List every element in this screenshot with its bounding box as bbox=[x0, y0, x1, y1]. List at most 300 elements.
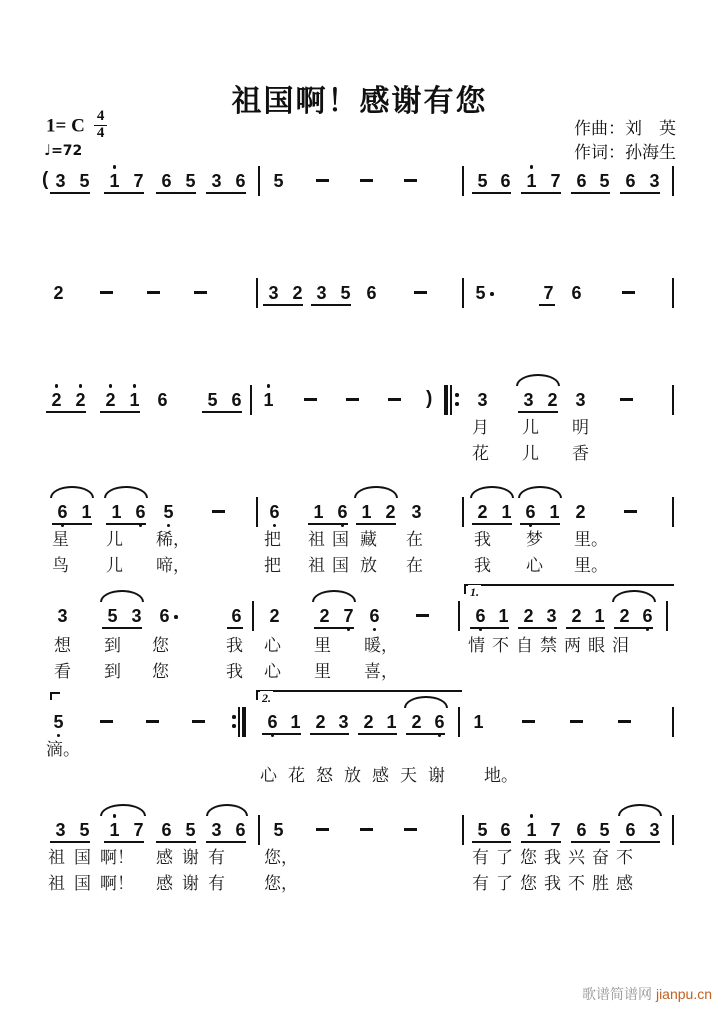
lyric-char: 我 bbox=[226, 636, 243, 655]
slur-arc bbox=[50, 486, 94, 498]
slur-arc bbox=[100, 590, 144, 602]
eighth-underline bbox=[518, 627, 557, 629]
lyric-char: 怒 bbox=[316, 766, 333, 785]
quarter-note-icon: ♩ bbox=[44, 141, 52, 159]
note: 1 bbox=[361, 502, 372, 522]
duration-dash bbox=[570, 720, 583, 723]
tempo-marking bbox=[44, 141, 82, 159]
note: 2 bbox=[315, 712, 326, 732]
eighth-underline bbox=[472, 192, 511, 194]
lyric-char: 地。 bbox=[484, 766, 518, 785]
lyric-char: 国 bbox=[332, 530, 349, 549]
eighth-underline bbox=[539, 304, 555, 306]
eighth-underline bbox=[571, 192, 610, 194]
lyric-char: 看 bbox=[54, 662, 71, 681]
note: 2 bbox=[523, 606, 534, 626]
lyric-char: 我 bbox=[474, 556, 491, 575]
note: 6 bbox=[336, 502, 349, 520]
eighth-underline bbox=[263, 304, 303, 306]
volta-number: 1. bbox=[470, 585, 479, 599]
barline bbox=[462, 497, 464, 527]
note: 1 bbox=[108, 171, 121, 189]
barline bbox=[672, 166, 674, 196]
eighth-underline bbox=[614, 627, 653, 629]
duration-dash bbox=[360, 828, 373, 831]
key-name: = C bbox=[55, 115, 85, 137]
note: 1 bbox=[501, 502, 512, 522]
lyric-char: 明 bbox=[572, 418, 589, 437]
octave-dot bbox=[109, 384, 113, 388]
note: 6 bbox=[161, 171, 172, 191]
eighth-underline bbox=[156, 841, 196, 843]
note: 3 bbox=[649, 171, 660, 191]
lyric-char: 两 bbox=[564, 636, 581, 655]
slur-arc bbox=[518, 486, 562, 498]
duration-dash bbox=[304, 398, 317, 401]
augmentation-dot bbox=[490, 292, 494, 296]
note: 7 bbox=[133, 820, 144, 840]
lyric-char: 花 bbox=[472, 444, 489, 463]
note: 2 bbox=[53, 283, 64, 303]
lyric-char: 兴 bbox=[568, 848, 585, 867]
eighth-underline bbox=[227, 627, 243, 629]
eighth-underline bbox=[358, 733, 397, 735]
note: 5 bbox=[475, 283, 486, 303]
lyric-char: 梦 bbox=[526, 530, 543, 549]
duration-dash bbox=[212, 510, 225, 513]
note: 2 bbox=[547, 390, 558, 410]
note: 2 bbox=[50, 390, 63, 408]
note: 5 bbox=[477, 820, 488, 840]
note: 6 bbox=[235, 171, 246, 191]
note: 1 bbox=[128, 390, 141, 408]
lyric-char: 月 bbox=[472, 418, 489, 437]
note: 2 bbox=[269, 606, 280, 626]
augmentation-dot bbox=[174, 615, 178, 619]
duration-dash bbox=[622, 291, 635, 294]
barline bbox=[250, 385, 252, 415]
lyric-char: 把 bbox=[264, 556, 281, 575]
duration-dash bbox=[618, 720, 631, 723]
note: 5 bbox=[107, 606, 118, 626]
octave-dot bbox=[133, 384, 137, 388]
note: 5 bbox=[477, 171, 488, 191]
note: 2 bbox=[319, 606, 330, 626]
lyric-char: 心 bbox=[264, 662, 281, 681]
slur-arc bbox=[206, 804, 248, 816]
note: 2 bbox=[575, 502, 586, 522]
lyric-char: 儿 bbox=[106, 556, 123, 575]
lyric-char: 感 bbox=[156, 874, 173, 893]
note: 2 bbox=[363, 712, 374, 732]
octave-dot bbox=[55, 384, 59, 388]
note: 6 bbox=[231, 390, 242, 410]
lyric-char: 暖， bbox=[364, 636, 398, 655]
octave-dot bbox=[267, 384, 271, 388]
lyric-char: 想 bbox=[54, 636, 71, 655]
lyric-char: 您 bbox=[520, 874, 537, 893]
barline bbox=[256, 278, 258, 308]
note: 2 bbox=[292, 283, 303, 303]
note: 5 bbox=[185, 171, 196, 191]
lyric-char: 花 bbox=[288, 766, 305, 785]
eighth-underline bbox=[566, 627, 605, 629]
duration-dash bbox=[404, 828, 417, 831]
lyric-char: 您， bbox=[264, 874, 298, 893]
note: 1 bbox=[262, 390, 275, 408]
barline bbox=[672, 707, 674, 737]
lyric-char: 藏 bbox=[360, 530, 377, 549]
note: 2 bbox=[477, 502, 488, 522]
note: 6 bbox=[159, 606, 170, 626]
note: 3 bbox=[211, 820, 222, 840]
note: 2 bbox=[571, 606, 582, 626]
duration-dash bbox=[360, 179, 373, 182]
note: 3 bbox=[338, 712, 349, 732]
duration-dash bbox=[192, 720, 205, 723]
note: 5 bbox=[162, 502, 175, 520]
lyric-char: 里。 bbox=[574, 530, 608, 549]
slur-arc bbox=[354, 486, 398, 498]
lyric-char: 祖 bbox=[308, 530, 325, 549]
lyric-char: 祖 bbox=[48, 874, 65, 893]
barline bbox=[258, 166, 260, 196]
lyric-char: 有 bbox=[472, 874, 489, 893]
song-title: 祖国啊！感谢有您 bbox=[231, 85, 488, 118]
duration-dash bbox=[624, 510, 637, 513]
note: 6 bbox=[368, 606, 381, 624]
note: 5 bbox=[273, 171, 284, 191]
eighth-underline bbox=[308, 523, 348, 525]
eighth-underline bbox=[521, 841, 561, 843]
eighth-underline bbox=[262, 733, 301, 735]
lyric-char: 放 bbox=[344, 766, 361, 785]
lyric-char: 我 bbox=[544, 848, 561, 867]
repeat-dot bbox=[232, 715, 236, 719]
lyric-char: 情 bbox=[468, 636, 485, 655]
eighth-underline bbox=[314, 627, 354, 629]
lyric-char: 感 bbox=[372, 766, 389, 785]
lyric-char: 我 bbox=[544, 874, 561, 893]
eighth-underline bbox=[104, 841, 144, 843]
note: 6 bbox=[571, 283, 582, 303]
lyric-char: 放 bbox=[360, 556, 377, 575]
eighth-underline bbox=[520, 523, 560, 525]
note: 3 bbox=[55, 171, 66, 191]
duration-dash bbox=[416, 614, 429, 617]
lyric-char: 稀， bbox=[156, 530, 190, 549]
lyric-char: 在 bbox=[406, 530, 423, 549]
duration-dash bbox=[146, 720, 159, 723]
lyric-char: 滴。 bbox=[46, 740, 80, 759]
note: 6 bbox=[366, 283, 377, 303]
note: 6 bbox=[576, 171, 587, 191]
lyric-char: 感 bbox=[616, 874, 633, 893]
note: 1 bbox=[313, 502, 324, 522]
note: 3 bbox=[55, 820, 66, 840]
note: 5 bbox=[79, 820, 90, 840]
time-signature bbox=[94, 109, 108, 142]
lyric-char: 心 bbox=[526, 556, 543, 575]
volta-end-tick bbox=[50, 692, 60, 700]
note: 2 bbox=[411, 712, 422, 732]
lyric-char: 国 bbox=[332, 556, 349, 575]
eighth-underline bbox=[518, 411, 558, 413]
lyric-char: 有 bbox=[208, 848, 225, 867]
lyric-char: 国 bbox=[74, 848, 91, 867]
note: 6 bbox=[500, 171, 511, 191]
lyric-char: 谢 bbox=[428, 766, 445, 785]
note: 6 bbox=[474, 606, 487, 624]
lyric-char: 祖 bbox=[48, 848, 65, 867]
duration-dash bbox=[100, 291, 113, 294]
lyric-char: 儿 bbox=[106, 530, 123, 549]
slur-arc bbox=[516, 374, 560, 386]
octave-dot bbox=[167, 524, 171, 528]
note: 6 bbox=[641, 606, 654, 624]
lyric-char: 在 bbox=[406, 556, 423, 575]
eighth-underline bbox=[310, 733, 349, 735]
note: 5 bbox=[340, 283, 351, 303]
lyric-char: 我 bbox=[226, 662, 243, 681]
lyric-char: 奋 bbox=[592, 848, 609, 867]
lyric-char: 把 bbox=[264, 530, 281, 549]
key-signature bbox=[46, 108, 107, 142]
note: 6 bbox=[134, 502, 147, 520]
barline bbox=[462, 278, 464, 308]
note: 5 bbox=[52, 712, 65, 730]
note: 1 bbox=[386, 712, 397, 732]
tempo-value: =72 bbox=[51, 143, 83, 159]
barline bbox=[672, 497, 674, 527]
note: 3 bbox=[411, 502, 422, 522]
lyric-char: 眼 bbox=[588, 636, 605, 655]
note: 5 bbox=[207, 390, 218, 410]
barline bbox=[462, 815, 464, 845]
octave-dot bbox=[113, 165, 117, 169]
eighth-underline bbox=[202, 411, 242, 413]
lyric-char: 啊！ bbox=[100, 848, 134, 867]
lyric-char: 了 bbox=[496, 848, 513, 867]
note: 1 bbox=[498, 606, 509, 626]
octave-dot bbox=[530, 165, 534, 169]
eighth-underline bbox=[156, 192, 196, 194]
note: 3 bbox=[57, 606, 68, 626]
barline bbox=[666, 601, 668, 631]
eighth-underline bbox=[406, 733, 445, 735]
lyric-char: 国 bbox=[74, 874, 91, 893]
watermark-site-name: 歌谱简谱网 bbox=[581, 988, 652, 1003]
note: 2 bbox=[74, 390, 87, 408]
slur-arc bbox=[618, 804, 662, 816]
note: 2 bbox=[385, 502, 396, 522]
lyric-char: 胜 bbox=[592, 874, 609, 893]
octave-dot bbox=[57, 734, 61, 738]
duration-dash bbox=[100, 720, 113, 723]
note: 3 bbox=[649, 820, 660, 840]
lyric-char: 您 bbox=[520, 848, 537, 867]
slur-arc bbox=[312, 590, 356, 602]
lyricist-credit: 作词：孙海生 bbox=[574, 143, 676, 162]
eighth-underline bbox=[356, 523, 396, 525]
note: 1 bbox=[594, 606, 605, 626]
note: 1 bbox=[108, 820, 121, 838]
note: 3 bbox=[477, 390, 488, 410]
duration-dash bbox=[388, 398, 401, 401]
duration-dash bbox=[414, 291, 427, 294]
note: 7 bbox=[342, 606, 355, 624]
note: 5 bbox=[79, 171, 90, 191]
slur-arc bbox=[104, 486, 148, 498]
eighth-underline bbox=[206, 192, 246, 194]
eighth-underline bbox=[50, 192, 90, 194]
note: 3 bbox=[575, 390, 586, 410]
note: 7 bbox=[550, 820, 561, 840]
barline bbox=[258, 815, 260, 845]
composer-credit: 作曲：刘 英 bbox=[574, 119, 676, 138]
note: 5 bbox=[185, 820, 196, 840]
repeat-dot bbox=[232, 724, 236, 728]
duration-dash bbox=[147, 291, 160, 294]
eighth-underline bbox=[46, 411, 86, 413]
barline bbox=[458, 707, 460, 737]
note: 6 bbox=[625, 820, 636, 840]
note: 3 bbox=[268, 283, 279, 303]
note: 6 bbox=[266, 712, 279, 730]
note: 1 bbox=[549, 502, 560, 522]
lyric-char: 禁 bbox=[540, 636, 557, 655]
octave-dot bbox=[79, 384, 83, 388]
eighth-underline bbox=[470, 627, 509, 629]
note: 2 bbox=[104, 390, 117, 408]
eighth-underline bbox=[104, 192, 144, 194]
watermark-url: jianpu.cn bbox=[655, 986, 712, 1002]
lyric-char: 谢 bbox=[182, 848, 199, 867]
lyric-char: 自 bbox=[516, 636, 533, 655]
note: 1 bbox=[525, 171, 538, 189]
lyric-char: 感 bbox=[156, 848, 173, 867]
eighth-underline bbox=[571, 841, 610, 843]
lyric-char: 不 bbox=[492, 636, 509, 655]
lyric-char: 喜， bbox=[364, 662, 398, 681]
eighth-underline bbox=[50, 841, 90, 843]
lyric-char: 有 bbox=[208, 874, 225, 893]
note: 1 bbox=[290, 712, 301, 732]
lyric-char: 不 bbox=[616, 848, 633, 867]
note: 3 bbox=[316, 283, 327, 303]
eighth-underline bbox=[620, 192, 660, 194]
eighth-underline bbox=[106, 523, 146, 525]
note: 3 bbox=[523, 390, 534, 410]
lyric-char: 啊！ bbox=[100, 874, 134, 893]
slur-arc bbox=[100, 804, 146, 816]
lyric-char: 谢 bbox=[182, 874, 199, 893]
volta-number: 2. bbox=[262, 691, 271, 705]
octave-dot bbox=[530, 814, 534, 818]
repeat-dot bbox=[455, 393, 459, 397]
lyric-char: 有 bbox=[472, 848, 489, 867]
eighth-underline bbox=[311, 304, 351, 306]
lyric-char: 泪 bbox=[612, 636, 629, 655]
note: 2 bbox=[619, 606, 630, 626]
note: 3 bbox=[211, 171, 222, 191]
lyric-char: 您， bbox=[264, 848, 298, 867]
note: 6 bbox=[268, 502, 281, 520]
repeat-begin-sign bbox=[444, 385, 460, 415]
barline bbox=[672, 385, 674, 415]
lyric-char: 里 bbox=[314, 636, 331, 655]
note: 1 bbox=[81, 502, 92, 522]
lyric-char: 到 bbox=[104, 636, 121, 655]
lyric-char: 心 bbox=[264, 636, 281, 655]
barline bbox=[458, 601, 460, 631]
lyric-char: 儿 bbox=[522, 418, 539, 437]
note: 6 bbox=[500, 820, 511, 840]
note: 1 bbox=[473, 712, 484, 732]
note: 5 bbox=[273, 820, 284, 840]
barline bbox=[672, 278, 674, 308]
watermark bbox=[582, 984, 712, 1004]
repeat-end-sign bbox=[232, 707, 248, 737]
lyric-char: 里 bbox=[314, 662, 331, 681]
duration-dash bbox=[316, 828, 329, 831]
close-paren: ) bbox=[426, 388, 433, 409]
lyric-char: 不 bbox=[568, 874, 585, 893]
key-tonic: 1 bbox=[46, 115, 56, 137]
eighth-underline bbox=[620, 841, 660, 843]
octave-dot bbox=[273, 524, 277, 528]
duration-dash bbox=[620, 398, 633, 401]
note: 6 bbox=[56, 502, 69, 520]
duration-dash bbox=[316, 179, 329, 182]
lyric-char: 祖 bbox=[308, 556, 325, 575]
barline bbox=[462, 166, 464, 196]
barline bbox=[252, 601, 254, 631]
note: 7 bbox=[133, 171, 144, 191]
open-paren: ( bbox=[42, 169, 49, 190]
lyric-char: 啼， bbox=[156, 556, 190, 575]
duration-dash bbox=[522, 720, 535, 723]
octave-dot bbox=[373, 628, 377, 632]
duration-dash bbox=[194, 291, 207, 294]
note: 6 bbox=[161, 820, 172, 840]
note: 6 bbox=[433, 712, 446, 730]
note: 7 bbox=[543, 283, 554, 303]
note: 1 bbox=[525, 820, 538, 838]
lyric-char: 心 bbox=[260, 766, 277, 785]
note: 3 bbox=[131, 606, 142, 626]
lyric-char: 您 bbox=[152, 662, 169, 681]
eighth-underline bbox=[206, 841, 246, 843]
duration-dash bbox=[346, 398, 359, 401]
eighth-underline bbox=[102, 627, 142, 629]
note: 6 bbox=[231, 606, 242, 626]
barline bbox=[256, 497, 258, 527]
lyric-char: 儿 bbox=[522, 444, 539, 463]
note: 5 bbox=[599, 820, 610, 840]
barline bbox=[672, 815, 674, 845]
eighth-underline bbox=[472, 523, 512, 525]
note: 6 bbox=[524, 502, 537, 520]
eighth-underline bbox=[521, 192, 561, 194]
lyric-char: 星 bbox=[52, 530, 69, 549]
lyric-char: 我 bbox=[474, 530, 491, 549]
duration-dash bbox=[404, 179, 417, 182]
note: 7 bbox=[550, 171, 561, 191]
note: 6 bbox=[576, 820, 587, 840]
note: 6 bbox=[235, 820, 246, 840]
time-signature-numerator: 4 bbox=[94, 109, 108, 126]
